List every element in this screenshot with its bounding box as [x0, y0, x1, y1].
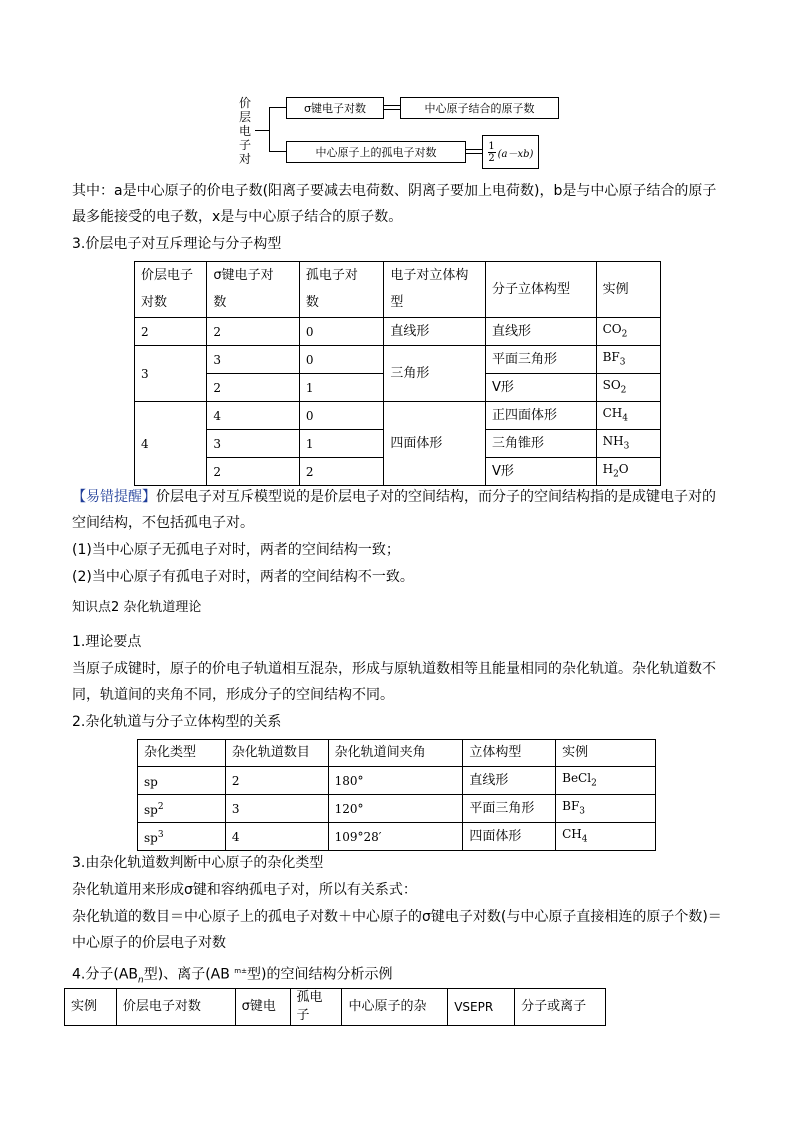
cell: 直线形: [384, 318, 486, 346]
paragraph-line: 杂化轨道用来形成σ键和容纳孤电子对，所以有关系式：: [72, 882, 417, 898]
tip-label: 【易错提醒】: [72, 489, 156, 505]
cell: 3: [207, 430, 300, 458]
header-cell: 立体构型: [463, 740, 556, 767]
header-cell: 电子对立体构 型: [384, 262, 486, 318]
diagram-label-char: 子: [239, 138, 252, 152]
cell: 109°28′: [328, 823, 463, 851]
cell: 2: [207, 318, 300, 346]
cell: 2: [207, 458, 300, 486]
paragraph-line: 中心原子的价层电子对数: [72, 935, 226, 951]
section-title: 3.由杂化轨道数判断中心原子的杂化类型: [72, 855, 324, 871]
cell: 直线形: [485, 318, 596, 346]
intro-line: 最多能接受的电子数，x是与中心原子结合的原子数。: [72, 209, 403, 225]
cell: 四面体形: [463, 823, 556, 851]
cell: 4: [225, 823, 328, 851]
paragraph-line: 杂化轨道的数目＝中心原子上的孤电子对数＋中心原子的σ键电子对数(与中心原子直接相连的原子个数)＝: [72, 909, 722, 925]
section-title: 2.杂化轨道与分子立体构型的关系: [72, 714, 282, 730]
table-row: [135, 402, 661, 430]
lone-pair-formula-box: [482, 135, 539, 169]
cell: 0: [299, 318, 383, 346]
cell: 1: [299, 374, 383, 402]
header-cell: σ键电子对 数: [207, 262, 300, 318]
header-cell: 孤电子: [290, 989, 342, 1026]
cell: 180°: [328, 767, 463, 795]
equals-line: [465, 153, 482, 154]
cell: 4: [135, 402, 207, 486]
paragraph-line: 同，轨道间的夹角不同，形成分子的空间结构不同。: [72, 687, 394, 703]
header-cell: 实例: [556, 740, 656, 767]
cell: $NH_3$: [596, 430, 660, 458]
diagram-connector: [269, 151, 286, 152]
cell: 正四面体形: [485, 402, 596, 430]
header-cell: σ键电: [235, 989, 290, 1026]
cell: $BF_3$: [556, 795, 656, 823]
table-header-row: [138, 740, 656, 767]
equals-line: [383, 105, 400, 106]
header-cell: 实例: [65, 989, 117, 1026]
section-title: 3.价层电子对互斥理论与分子构型: [72, 236, 282, 252]
table-header-row: [135, 262, 661, 318]
header-cell: 实例: [596, 262, 660, 318]
diagram-label-char: 价: [239, 96, 252, 110]
header-cell: 杂化轨道间夹角: [328, 740, 463, 767]
section-title: 1.理论要点: [72, 634, 142, 650]
header-cell: 中心原子的杂: [342, 989, 448, 1026]
example-table: [64, 988, 606, 1026]
fraction-numerator: 1: [488, 140, 495, 152]
header-cell: 分子立体构型: [485, 262, 596, 318]
cell: 四面体形: [384, 402, 486, 486]
cell: 3: [135, 346, 207, 402]
intro-line: 其中：a是中心原子的价电子数(阳离子要减去电荷数、阴离子要加上电荷数)，b是与中心原子结合的原子: [72, 183, 717, 199]
tip-item: (2)当中心原子有孤电子对时，两者的空间结构不一致。: [72, 569, 414, 585]
fraction: [488, 141, 496, 164]
formula-expression: (a－xb): [497, 148, 534, 160]
fraction-denominator: 2: [488, 152, 495, 164]
cell: $CO_2$: [596, 318, 660, 346]
cell: $sp^3$: [138, 823, 226, 851]
cell: $H_2O$: [596, 458, 660, 486]
section-title: 4.分子($AB_n$型)、离子(AB $^{m\pm}$型)的空间结构分析示例: [72, 966, 393, 986]
cell: 三角形: [384, 346, 486, 402]
cell: 平面三角形: [485, 346, 596, 374]
header-cell: 分子或离子: [515, 989, 606, 1026]
equals-line: [465, 149, 482, 150]
cell: 2: [225, 767, 328, 795]
cell: 2: [207, 374, 300, 402]
header-cell: 价层电子对数: [116, 989, 235, 1026]
cell: 1: [299, 430, 383, 458]
header-cell: 价层电子 对数: [135, 262, 207, 318]
hybrid-table: [137, 739, 656, 851]
lone-pair-box: 中心原子上的孤电子对数: [286, 141, 466, 163]
tip-line: 空间结构，不包括孤电子对。: [72, 515, 254, 531]
cell: 120°: [328, 795, 463, 823]
header-cell: 杂化类型: [138, 740, 226, 767]
cell: 4: [207, 402, 300, 430]
table-row: [135, 346, 661, 374]
header-cell: 孤电子对 数: [299, 262, 383, 318]
diagram-connector: [269, 107, 286, 108]
cell: $sp^2$: [138, 795, 226, 823]
cell: 三角锥形: [485, 430, 596, 458]
table-row: [138, 823, 656, 851]
table-row: [138, 795, 656, 823]
cell: $CH_4$: [596, 402, 660, 430]
sigma-pair-box: σ键电子对数: [286, 97, 384, 119]
diagram-connector: [269, 107, 270, 152]
diagram-label-char: 电: [239, 124, 252, 138]
equals-line: [383, 109, 400, 110]
diagram-label-char: 层: [239, 110, 252, 124]
bonded-atoms-box: 中心原子结合的原子数: [400, 97, 559, 119]
cell: 直线形: [463, 767, 556, 795]
cell: BeCl$_2$: [556, 767, 656, 795]
cell: 2: [299, 458, 383, 486]
diagram-connector: [255, 130, 269, 131]
cell: 0: [299, 346, 383, 374]
cell: $CH_4$: [556, 823, 656, 851]
cell: V形: [485, 458, 596, 486]
header-cell: 杂化轨道数目: [225, 740, 328, 767]
knowledge-point-title: 知识点2 杂化轨道理论: [72, 600, 202, 615]
cell: sp: [138, 767, 226, 795]
cell: 平面三角形: [463, 795, 556, 823]
cell: $BF_3$: [596, 346, 660, 374]
cell: 2: [135, 318, 207, 346]
vsepr-table: [134, 261, 661, 486]
tip-item: (1)当中心原子无孤电子对时，两者的空间结构一致；: [72, 542, 400, 558]
diagram-label-char: 对: [239, 152, 252, 166]
cell: V形: [485, 374, 596, 402]
header-cell: VSEPR: [448, 989, 515, 1026]
table-header-row: [65, 989, 606, 1026]
cell: 0: [299, 402, 383, 430]
cell: 3: [225, 795, 328, 823]
cell: $SO_2$: [596, 374, 660, 402]
table-row: [138, 767, 656, 795]
table-row: [135, 318, 661, 346]
cell: 3: [207, 346, 300, 374]
paragraph-line: 当原子成键时，原子的价电子轨道相互混杂，形成与原轨道数相等且能量相同的杂化轨道。杂化轨道数不: [72, 661, 716, 677]
tip-line: 【易错提醒】价层电子对互斥模型说的是价层电子对的空间结构，而分子的空间结构指的是成键电子对的: [72, 489, 716, 505]
